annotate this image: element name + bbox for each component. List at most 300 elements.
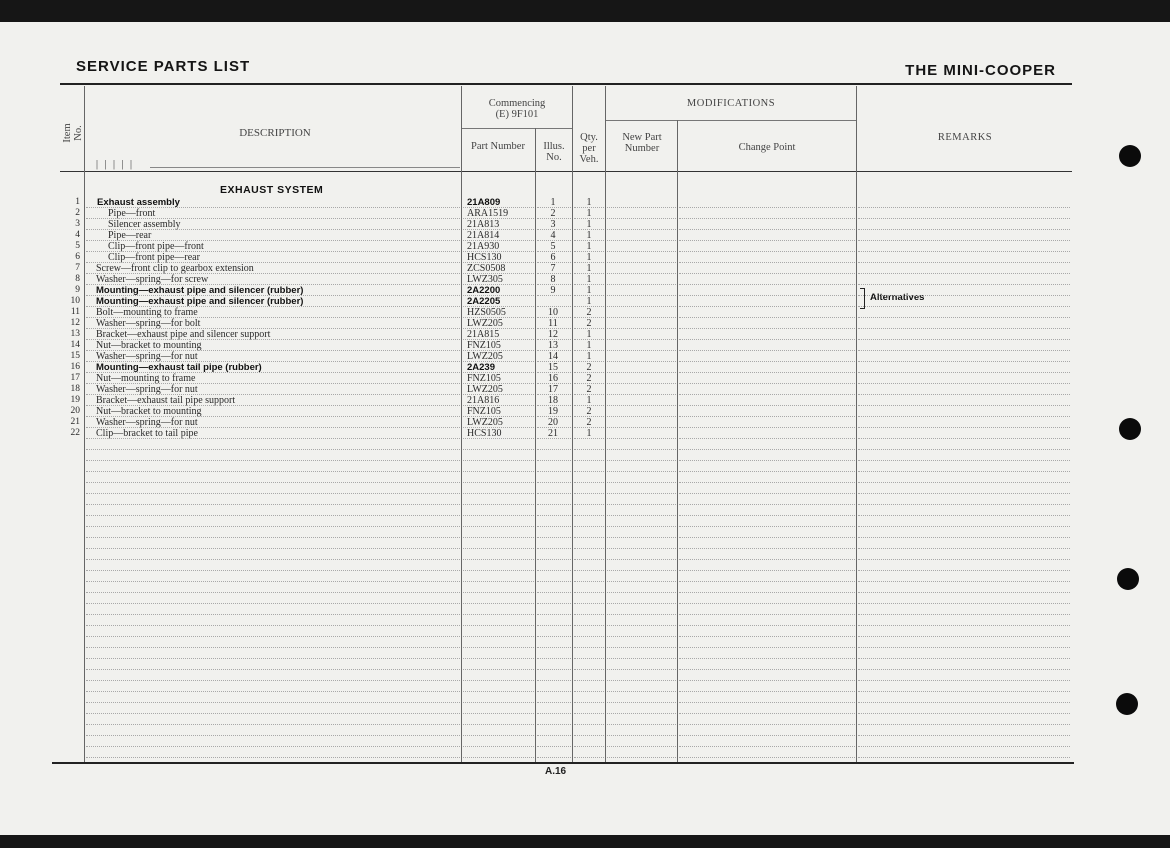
ruling-line	[574, 559, 604, 560]
ruling-line	[574, 702, 604, 703]
ruling-line	[463, 295, 534, 296]
ruling-line	[463, 416, 534, 417]
ruling-line	[537, 691, 571, 692]
row-item-no: 20	[70, 406, 80, 416]
row-qty: 2	[586, 406, 592, 417]
header-right-title: THE MINI-COOPER	[905, 62, 1056, 79]
ruling-line	[86, 680, 460, 681]
ruling-line	[607, 691, 676, 692]
ruling-line	[858, 658, 1070, 659]
column-modifications: MODIFICATIONS	[686, 98, 776, 109]
ruling-line	[679, 471, 855, 472]
ruling-line	[86, 449, 460, 450]
ruling-line	[463, 306, 534, 307]
ruling-line	[537, 515, 571, 516]
ruling-line	[858, 548, 1070, 549]
ruling-line	[679, 570, 855, 571]
ruling-line	[537, 625, 571, 626]
ruling-line	[679, 416, 855, 417]
ruling-line	[607, 493, 676, 494]
ruling-line	[607, 713, 676, 714]
ruling-line	[86, 438, 460, 439]
ruling-line	[607, 328, 676, 329]
ruling-line	[537, 361, 571, 362]
ruling-line	[537, 504, 571, 505]
row-qty: 1	[586, 241, 592, 252]
row-item-no: 1	[75, 197, 80, 207]
ruling-line	[463, 251, 534, 252]
ruling-line	[607, 372, 676, 373]
row-description: Mounting—exhaust tail pipe (rubber)	[96, 362, 262, 373]
ruling-line	[86, 383, 460, 384]
ruling-line	[574, 570, 604, 571]
ruling-line	[463, 372, 534, 373]
modifications-rule	[605, 120, 857, 121]
row-description: Washer—spring—for bolt	[96, 318, 201, 329]
ruling-line	[537, 394, 571, 395]
ruling-line	[858, 339, 1070, 340]
remarks-alternatives: Alternatives	[870, 292, 925, 303]
ruling-line	[607, 669, 676, 670]
ruling-line	[679, 251, 855, 252]
ruling-line	[679, 625, 855, 626]
ruling-line	[607, 537, 676, 538]
ruling-line	[679, 207, 855, 208]
ruling-line	[858, 361, 1070, 362]
row-illus-no: 12	[548, 329, 558, 340]
ruling-line	[463, 427, 534, 428]
row-description: Silencer assembly	[108, 219, 181, 230]
ruling-line	[679, 548, 855, 549]
ruling-line	[858, 394, 1070, 395]
ruling-line	[858, 438, 1070, 439]
ruling-line	[537, 405, 571, 406]
ruling-line	[86, 515, 460, 516]
ruling-line	[463, 570, 534, 571]
indent-rule	[150, 167, 460, 168]
ruling-line	[574, 614, 604, 615]
ruling-line	[86, 306, 460, 307]
ruling-line	[86, 361, 460, 362]
ruling-line	[86, 350, 460, 351]
ruling-line	[574, 394, 604, 395]
ruling-line	[574, 515, 604, 516]
row-item-no: 10	[70, 296, 80, 306]
ruling-line	[607, 405, 676, 406]
row-qty: 2	[586, 307, 592, 318]
row-illus-no: 4	[550, 230, 556, 241]
ruling-line	[607, 317, 676, 318]
ruling-line	[858, 691, 1070, 692]
row-illus-no: 2	[550, 208, 556, 219]
ruling-line	[86, 460, 460, 461]
table-header-rule	[60, 171, 1072, 172]
ruling-line	[463, 713, 534, 714]
ruling-line	[574, 504, 604, 505]
ruling-line	[574, 746, 604, 747]
ruling-line	[463, 394, 534, 395]
row-item-no: 13	[70, 329, 80, 339]
ruling-line	[86, 713, 460, 714]
ruling-line	[607, 207, 676, 208]
ruling-line	[607, 361, 676, 362]
row-illus-no: 3	[550, 219, 556, 230]
row-qty: 1	[586, 230, 592, 241]
ruling-line	[574, 372, 604, 373]
ruling-line	[679, 746, 855, 747]
ruling-line	[86, 493, 460, 494]
ruling-line	[537, 581, 571, 582]
row-description: Washer—spring—for nut	[96, 417, 198, 428]
ruling-line	[574, 658, 604, 659]
row-qty: 2	[586, 417, 592, 428]
ruling-line	[463, 350, 534, 351]
ruling-line	[858, 515, 1070, 516]
ruling-line	[858, 449, 1070, 450]
ruling-line	[537, 295, 571, 296]
ruling-line	[858, 625, 1070, 626]
ruling-line	[463, 702, 534, 703]
row-illus-no: 17	[548, 384, 558, 395]
row-description: Mounting—exhaust pipe and silencer (rubber)	[96, 285, 304, 296]
footer-rule	[52, 762, 1074, 764]
row-part-number: LWZ205	[467, 417, 503, 428]
row-item-no: 17	[70, 373, 80, 383]
ruling-line	[537, 449, 571, 450]
ruling-line	[537, 240, 571, 241]
ruling-line	[86, 647, 460, 648]
row-item-no: 5	[75, 241, 80, 251]
ruling-line	[537, 262, 571, 263]
ruling-line	[607, 218, 676, 219]
ruling-line	[86, 526, 460, 527]
section-title: EXHAUST SYSTEM	[220, 184, 324, 196]
ruling-line	[86, 724, 460, 725]
ruling-line	[86, 405, 460, 406]
ruling-line	[463, 262, 534, 263]
ruling-line	[858, 218, 1070, 219]
row-description: Clip—front pipe—rear	[108, 252, 200, 263]
ruling-line	[537, 746, 571, 747]
row-illus-no: 14	[548, 351, 558, 362]
ruling-line	[574, 229, 604, 230]
ruling-line	[537, 427, 571, 428]
ruling-line	[679, 383, 855, 384]
ruling-line	[537, 592, 571, 593]
ruling-line	[679, 339, 855, 340]
ruling-line	[463, 207, 534, 208]
ruling-line	[607, 273, 676, 274]
ruling-line	[607, 592, 676, 593]
ruling-line	[537, 493, 571, 494]
ruling-line	[463, 240, 534, 241]
ruling-line	[86, 548, 460, 549]
ruling-line	[607, 438, 676, 439]
ruling-line	[679, 526, 855, 527]
row-qty: 1	[586, 351, 592, 362]
ruling-line	[463, 680, 534, 681]
ruling-line	[537, 328, 571, 329]
row-description: Clip—front pipe—front	[108, 241, 204, 252]
ruling-line	[679, 658, 855, 659]
row-description: Nut—mounting to frame	[96, 373, 196, 384]
ruling-line	[463, 317, 534, 318]
ruling-line	[607, 614, 676, 615]
ruling-line	[679, 592, 855, 593]
row-qty: 1	[586, 296, 592, 307]
ruling-line	[463, 669, 534, 670]
commencing-rule	[462, 128, 573, 129]
ruling-line	[858, 328, 1070, 329]
ruling-line	[679, 515, 855, 516]
ruling-line	[86, 273, 460, 274]
row-part-number: 2A2205	[467, 296, 501, 307]
ruling-line	[537, 416, 571, 417]
ruling-line	[679, 482, 855, 483]
row-qty: 2	[586, 373, 592, 384]
ruling-line	[679, 460, 855, 461]
ruling-line	[858, 735, 1070, 736]
ruling-line	[607, 559, 676, 560]
ruling-line	[858, 427, 1070, 428]
ruling-line	[574, 350, 604, 351]
row-description: Washer—spring—for screw	[96, 274, 209, 285]
column-remarks: REMARKS	[937, 132, 993, 143]
ruling-line	[858, 680, 1070, 681]
row-qty: 1	[586, 252, 592, 263]
row-item-no: 7	[75, 263, 80, 273]
ruling-line	[463, 526, 534, 527]
row-description: Bolt—mounting to frame	[96, 307, 198, 318]
ruling-line	[858, 603, 1070, 604]
ruling-line	[463, 691, 534, 692]
ruling-line	[679, 636, 855, 637]
ruling-line	[858, 317, 1070, 318]
row-qty: 1	[586, 263, 592, 274]
ruling-line	[858, 306, 1070, 307]
column-change-point: Change Point	[738, 142, 796, 153]
row-qty: 2	[586, 384, 592, 395]
row-illus-no: 16	[548, 373, 558, 384]
row-part-number: LWZ305	[467, 274, 503, 285]
ruling-line	[679, 504, 855, 505]
ruling-line	[463, 471, 534, 472]
ruling-line	[607, 350, 676, 351]
ruling-line	[679, 757, 855, 758]
ruling-line	[679, 735, 855, 736]
ruling-line	[86, 251, 460, 252]
row-illus-no: 20	[548, 417, 558, 428]
ruling-line	[858, 493, 1070, 494]
ruling-line	[463, 229, 534, 230]
ruling-line	[86, 570, 460, 571]
ruling-line	[607, 306, 676, 307]
ruling-line	[537, 702, 571, 703]
ruling-line	[858, 372, 1070, 373]
ruling-line	[574, 625, 604, 626]
binder-hole	[1116, 693, 1138, 715]
indent-marks: | | | | |	[96, 159, 135, 170]
ruling-line	[679, 317, 855, 318]
row-qty: 1	[586, 329, 592, 340]
row-part-number: 21A814	[467, 230, 500, 241]
ruling-line	[537, 724, 571, 725]
ruling-line	[537, 757, 571, 758]
row-part-number: 21A815	[467, 329, 500, 340]
ruling-line	[858, 614, 1070, 615]
ruling-line	[858, 504, 1070, 505]
row-part-number: 2A2200	[467, 285, 501, 296]
row-part-number: LWZ205	[467, 318, 503, 329]
ruling-line	[679, 449, 855, 450]
ruling-line	[537, 284, 571, 285]
ruling-line	[574, 438, 604, 439]
ruling-line	[86, 735, 460, 736]
row-part-number: LWZ205	[467, 384, 503, 395]
ruling-line	[537, 482, 571, 483]
ruling-line	[463, 515, 534, 516]
row-illus-no: 9	[550, 285, 556, 296]
row-qty: 1	[586, 428, 592, 439]
row-illus-no: 11	[548, 318, 558, 329]
row-part-number: HZS0505	[467, 307, 506, 318]
ruling-line	[574, 757, 604, 758]
ruling-line	[858, 746, 1070, 747]
ruling-line	[463, 603, 534, 604]
ruling-line	[86, 537, 460, 538]
row-item-no: 19	[70, 395, 80, 405]
parts-list-page	[0, 22, 1170, 835]
ruling-line	[858, 229, 1070, 230]
row-item-no: 6	[75, 252, 80, 262]
ruling-line	[574, 680, 604, 681]
ruling-line	[86, 394, 460, 395]
row-item-no: 9	[75, 285, 80, 295]
ruling-line	[574, 537, 604, 538]
ruling-line	[607, 625, 676, 626]
row-part-number: FNZ105	[467, 406, 501, 417]
ruling-line	[463, 438, 534, 439]
ruling-line	[679, 493, 855, 494]
ruling-line	[679, 273, 855, 274]
ruling-line	[574, 207, 604, 208]
header-left-title: SERVICE PARTS LIST	[76, 58, 251, 75]
row-part-number: 21A816	[467, 395, 500, 406]
ruling-line	[463, 647, 534, 648]
ruling-line	[463, 284, 534, 285]
column-description: DESCRIPTION	[239, 127, 311, 139]
ruling-line	[607, 680, 676, 681]
ruling-line	[537, 680, 571, 681]
ruling-line	[86, 372, 460, 373]
ruling-line	[86, 317, 460, 318]
row-description: Washer—spring—for nut	[96, 351, 198, 362]
ruling-line	[463, 504, 534, 505]
ruling-line	[574, 493, 604, 494]
row-part-number: ARA1519	[467, 208, 509, 219]
ruling-line	[679, 394, 855, 395]
ruling-line	[679, 603, 855, 604]
row-qty: 1	[586, 340, 592, 351]
ruling-line	[607, 251, 676, 252]
ruling-line	[463, 724, 534, 725]
ruling-line	[858, 537, 1070, 538]
ruling-line	[607, 746, 676, 747]
row-item-no: 18	[70, 384, 80, 394]
ruling-line	[607, 394, 676, 395]
ruling-line	[574, 416, 604, 417]
ruling-line	[574, 482, 604, 483]
ruling-line	[679, 295, 855, 296]
column-part-number: Part Number	[471, 141, 525, 152]
ruling-line	[858, 284, 1070, 285]
ruling-line	[86, 669, 460, 670]
ruling-line	[86, 559, 460, 560]
ruling-line	[679, 680, 855, 681]
ruling-line	[86, 614, 460, 615]
row-item-no: 15	[70, 351, 80, 361]
ruling-line	[537, 526, 571, 527]
ruling-line	[463, 493, 534, 494]
ruling-line	[574, 713, 604, 714]
ruling-line	[679, 218, 855, 219]
ruling-line	[86, 207, 460, 208]
ruling-line	[86, 702, 460, 703]
row-part-number: HCS130	[467, 252, 502, 263]
ruling-line	[607, 548, 676, 549]
binder-hole	[1119, 145, 1141, 167]
row-description: Bracket—exhaust pipe and silencer support	[96, 329, 271, 340]
ruling-line	[537, 570, 571, 571]
ruling-line	[463, 537, 534, 538]
ruling-line	[607, 702, 676, 703]
row-illus-no: 19	[548, 406, 558, 417]
ruling-line	[574, 317, 604, 318]
ruling-line	[574, 427, 604, 428]
ruling-line	[679, 438, 855, 439]
row-item-no: 14	[70, 340, 80, 350]
row-illus-no: 21	[548, 428, 558, 439]
ruling-line	[607, 460, 676, 461]
row-item-no: 21	[70, 417, 80, 427]
ruling-line	[858, 251, 1070, 252]
row-part-number: 2A239	[467, 362, 495, 373]
ruling-line	[858, 713, 1070, 714]
column-commencing: Commencing	[488, 98, 546, 109]
ruling-line	[574, 339, 604, 340]
row-description: Pipe—rear	[108, 230, 152, 241]
row-item-no: 3	[75, 219, 80, 229]
ruling-line	[86, 339, 460, 340]
ruling-line	[607, 339, 676, 340]
ruling-line	[574, 405, 604, 406]
ruling-line	[679, 262, 855, 263]
ruling-line	[574, 691, 604, 692]
ruling-line	[537, 658, 571, 659]
ruling-line	[463, 273, 534, 274]
ruling-line	[607, 504, 676, 505]
row-description: Exhaust assembly	[97, 197, 180, 208]
row-illus-no: 5	[550, 241, 556, 252]
ruling-line	[574, 735, 604, 736]
ruling-line	[86, 636, 460, 637]
ruling-line	[858, 240, 1070, 241]
ruling-line	[537, 317, 571, 318]
ruling-line	[463, 581, 534, 582]
row-part-number: 21A813	[467, 219, 500, 230]
ruling-line	[537, 350, 571, 351]
row-qty: 2	[586, 318, 592, 329]
